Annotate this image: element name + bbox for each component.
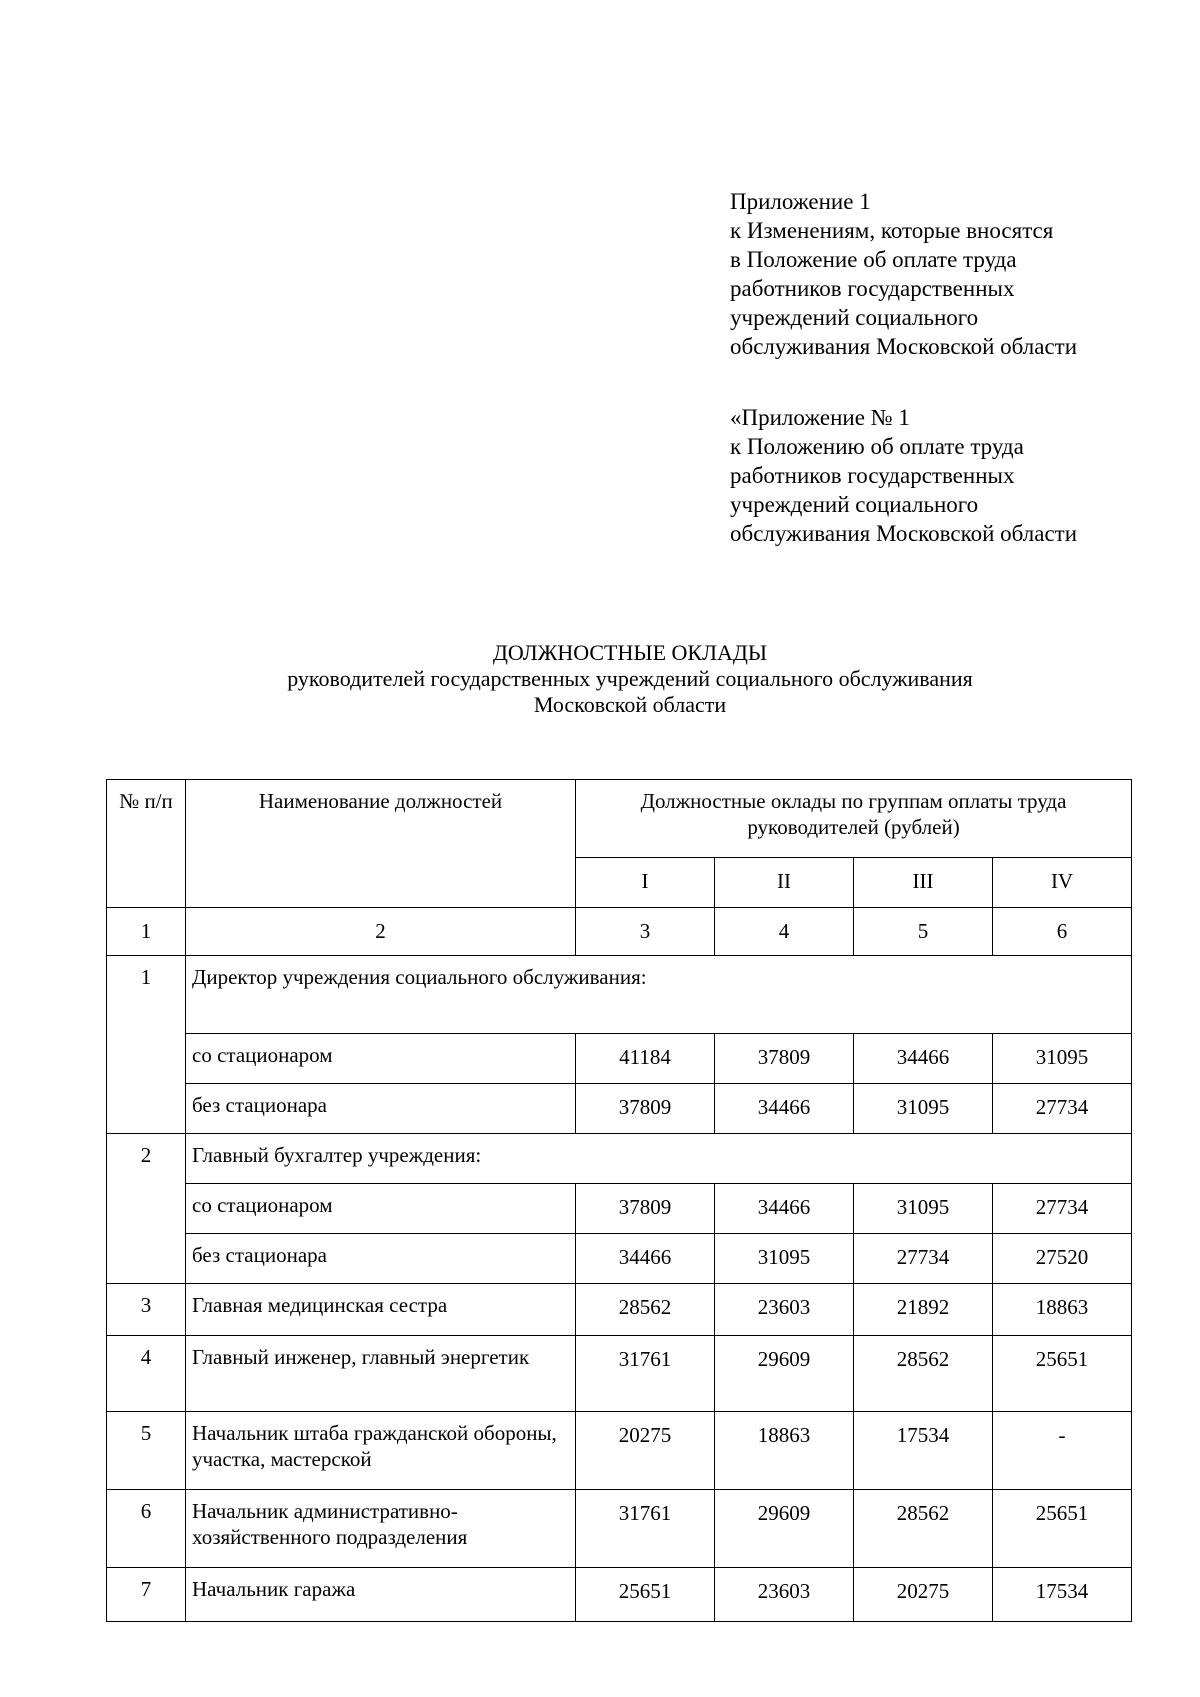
salary-cell: 23603 — [715, 1568, 854, 1622]
position-name: Начальник административно-хозяйственного подразделения — [186, 1490, 576, 1568]
table-row — [107, 1412, 1132, 1490]
row-number: 3 — [107, 1284, 186, 1336]
table-row — [107, 1184, 1132, 1234]
row-number: 4 — [107, 1336, 186, 1412]
position-name: Начальник штаба гражданской обороны, участка, мастерской — [186, 1412, 576, 1490]
salary-cell: 34466 — [854, 1034, 993, 1084]
annex-line: Приложение 1 — [730, 189, 871, 214]
column-number: 1 — [107, 908, 186, 956]
salary-cell: 31095 — [993, 1034, 1132, 1084]
salary-cell: 27734 — [854, 1234, 993, 1284]
annex-line: «Приложение № 1 — [730, 405, 910, 430]
row-number: 1 — [107, 956, 186, 1134]
annex-line: в Положение об оплате труда — [730, 247, 1017, 272]
salary-cell: 34466 — [715, 1184, 854, 1234]
annex-line: обслуживания Московской области — [730, 334, 1078, 359]
table-row — [107, 1034, 1132, 1084]
annex-line: к Положению об оплате труда — [730, 434, 1024, 459]
salary-cell: 37809 — [715, 1034, 854, 1084]
salary-cell: 37809 — [576, 1084, 715, 1134]
position-name: со стационаром — [186, 1034, 576, 1084]
salary-cell: 34466 — [715, 1084, 854, 1134]
column-number: 4 — [715, 908, 854, 956]
position-group-title: Директор учреждения социального обслуживания: — [186, 956, 1132, 1034]
salary-cell: 31095 — [854, 1084, 993, 1134]
position-name: без стационара — [186, 1234, 576, 1284]
annex-block-2 — [730, 403, 1077, 548]
position-name: со стационаром — [186, 1184, 576, 1234]
header-num: № п/п — [107, 780, 186, 908]
salary-cell: 28562 — [576, 1284, 715, 1336]
group-label: III — [854, 858, 993, 908]
salary-cell: 21892 — [854, 1284, 993, 1336]
salary-cell: 25651 — [993, 1490, 1132, 1568]
salary-cell: 29609 — [715, 1336, 854, 1412]
table-row — [107, 1284, 1132, 1336]
salary-cell: 41184 — [576, 1034, 715, 1084]
position-name: Главный инженер, главный энергетик — [186, 1336, 576, 1412]
salary-cell: 29609 — [715, 1490, 854, 1568]
salary-cell: 31095 — [715, 1234, 854, 1284]
position-name: без стационара — [186, 1084, 576, 1134]
salary-cell: 27520 — [993, 1234, 1132, 1284]
column-number: 2 — [186, 908, 576, 956]
table-row — [107, 1490, 1132, 1568]
annex-line: к Изменениям, которые вносятся — [730, 218, 1054, 243]
salary-cell: 27734 — [993, 1184, 1132, 1234]
position-name: Начальник гаража — [186, 1568, 576, 1622]
column-number: 6 — [993, 908, 1132, 956]
position-group-title: Главный бухгалтер учреждения: — [186, 1134, 1132, 1184]
annex-line: учреждений социального — [730, 305, 979, 330]
salary-cell: 18863 — [715, 1412, 854, 1490]
salary-cell: 23603 — [715, 1284, 854, 1336]
header-name: Наименование должностей — [186, 780, 576, 908]
salary-cell: 37809 — [576, 1184, 715, 1234]
heading-region: Московской области — [533, 692, 727, 717]
column-numbers-row — [107, 908, 1132, 956]
salary-cell: 27734 — [993, 1084, 1132, 1134]
annex-line: учреждений социального — [730, 492, 979, 517]
row-number: 7 — [107, 1568, 186, 1622]
header-row — [107, 780, 1132, 858]
salary-cell: 34466 — [576, 1234, 715, 1284]
salary-cell: 17534 — [993, 1568, 1132, 1622]
salary-cell: 31761 — [576, 1490, 715, 1568]
salary-cell: 20275 — [854, 1568, 993, 1622]
salary-cell: 31095 — [854, 1184, 993, 1234]
salary-cell: 18863 — [993, 1284, 1132, 1336]
salary-cell: 25651 — [993, 1336, 1132, 1412]
annex-line: работников государственных — [730, 463, 1015, 488]
salary-cell: 25651 — [576, 1568, 715, 1622]
row-number: 5 — [107, 1412, 186, 1490]
table-row — [107, 1234, 1132, 1284]
group-label: II — [715, 858, 854, 908]
table-row — [107, 1568, 1132, 1622]
header-salary-groups: Должностные оклады по группам оплаты труда руководителей (рублей) — [576, 780, 1132, 858]
heading-title: ДОЛЖНОСТНЫЕ ОКЛАДЫ — [492, 640, 768, 665]
table-row — [107, 1336, 1132, 1412]
group-label: IV — [993, 858, 1132, 908]
row-number: 2 — [107, 1134, 186, 1284]
salary-cell: 28562 — [854, 1336, 993, 1412]
annex-line: обслуживания Московской области — [730, 521, 1078, 546]
annex-line: работников государственных — [730, 276, 1015, 301]
table-row — [107, 1084, 1132, 1134]
column-number: 5 — [854, 908, 993, 956]
row-number: 6 — [107, 1490, 186, 1568]
position-name: Главная медицинская сестра — [186, 1284, 576, 1336]
salary-cell: 28562 — [854, 1490, 993, 1568]
salary-table — [106, 779, 1132, 1622]
group-label: I — [576, 858, 715, 908]
table-row — [107, 956, 1132, 1034]
column-number: 3 — [576, 908, 715, 956]
salary-cell: 17534 — [854, 1412, 993, 1490]
salary-cell: 31761 — [576, 1336, 715, 1412]
annex-block-1 — [730, 187, 1077, 361]
heading-subtitle: руководителей государственных учреждений социального обслуживания — [287, 666, 973, 691]
table-row — [107, 1134, 1132, 1184]
salary-cell: 20275 — [576, 1412, 715, 1490]
salary-cell: - — [993, 1412, 1132, 1490]
document-heading — [0, 640, 1200, 718]
